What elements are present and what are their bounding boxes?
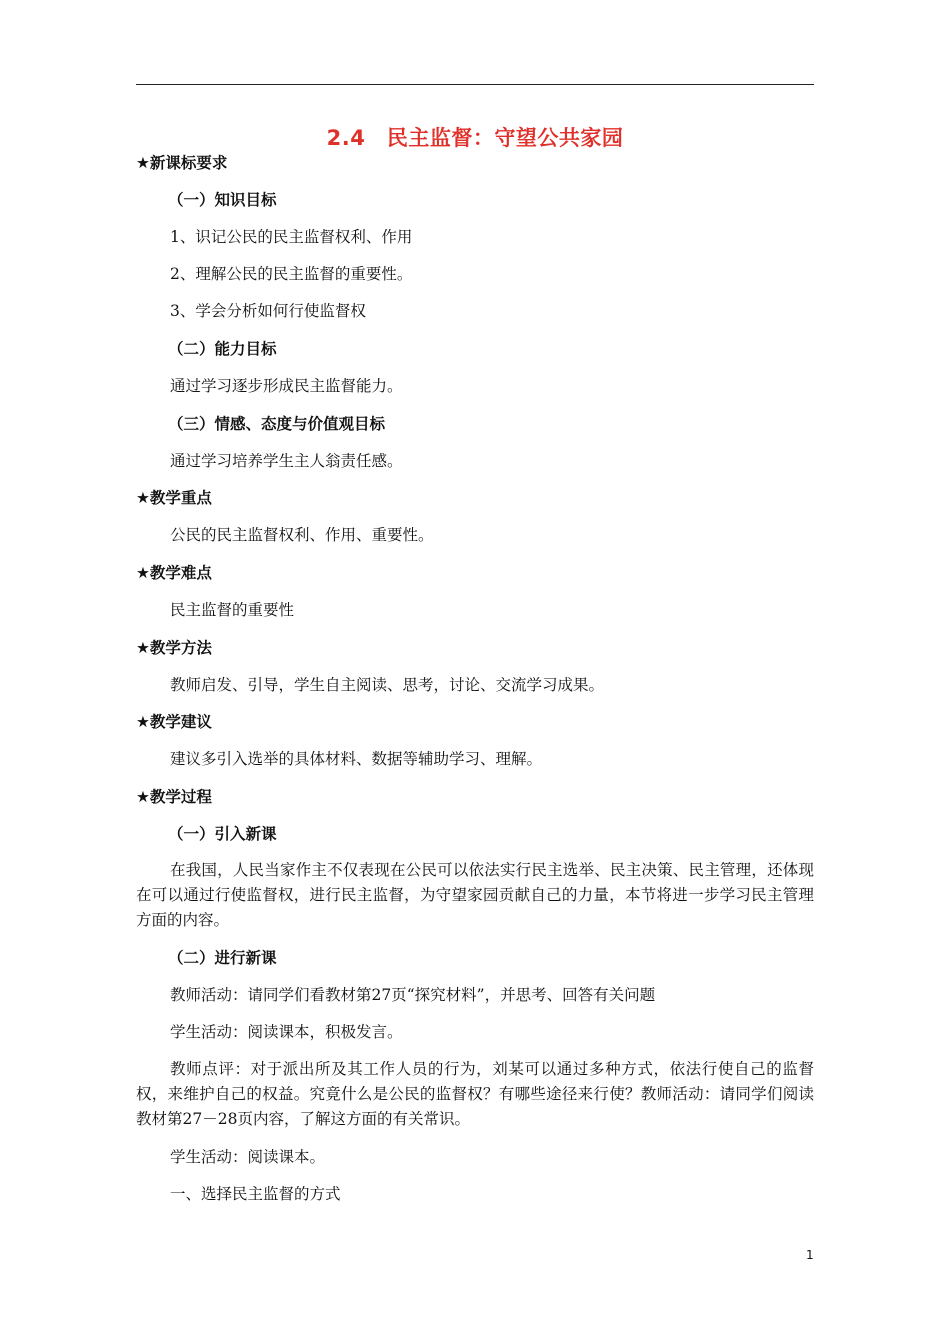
student-activity-2: 学生活动：阅读课本。 <box>170 1148 326 1166</box>
heading-intro: （一）引入新课 <box>168 825 277 843</box>
heading-process: ★教学过程 <box>136 788 212 806</box>
heading-new-lesson: （二）进行新课 <box>168 949 277 967</box>
knowledge-item-3: 3、学会分析如何行使监督权 <box>170 302 366 320</box>
student-activity-1: 学生活动：阅读课本，积极发言。 <box>170 1023 403 1041</box>
knowledge-item-1: 1、识记公民的民主监督权利、作用 <box>170 228 413 246</box>
heading-curriculum: ★新课标要求 <box>136 154 228 172</box>
ability-text: 通过学习逐步形成民主监督能力。 <box>170 377 403 395</box>
heading-difficulty: ★教学难点 <box>136 564 212 582</box>
heading-key-point: ★教学重点 <box>136 489 212 507</box>
knowledge-item-2: 2、理解公民的民主监督的重要性。 <box>170 265 413 283</box>
values-text: 通过学习培养学生主人翁责任感。 <box>170 452 403 470</box>
key-point-text: 公民的民主监督权利、作用、重要性。 <box>170 526 434 544</box>
intro-paragraph: 在我国，人民当家作主不仅表现在公民可以依法实行民主选举、民主决策、民主管理，还体现在可以通过行使监督权，进行民主监督，为守望家园贡献自己的力量，本节将进一步学习民主管理方面的内容。 <box>136 861 814 929</box>
teacher-comment-paragraph: 教师点评：对于派出所及其工作人员的行为，刘某可以通过多种方式，依法行使自己的监督权，来维护自己的权益。究竟什么是公民的监督权？有哪些途径来行使？教师活动：请同学们阅读教材第27－28页内容，了解这方面的有关常识。 <box>136 1060 814 1128</box>
heading-knowledge-goal: （一）知识目标 <box>168 191 277 209</box>
subtopic-1: 一、选择民主监督的方式 <box>170 1185 341 1203</box>
suggestion-text: 建议多引入选举的具体材料、数据等辅助学习、理解。 <box>170 750 543 768</box>
heading-ability-goal: （二）能力目标 <box>168 340 277 358</box>
difficulty-text: 民主监督的重要性 <box>170 601 295 619</box>
heading-values-goal: （三）情感、态度与价值观目标 <box>168 415 386 433</box>
teacher-activity: 教师活动：请同学们看教材第27页“探究材料”，并思考、回答有关问题 <box>170 986 656 1004</box>
heading-method: ★教学方法 <box>136 639 212 657</box>
method-text: 教师启发、引导，学生自主阅读、思考，讨论、交流学习成果。 <box>170 676 605 694</box>
page-number: 1 <box>806 1248 814 1262</box>
page-title: 2.4 民主监督：守望公共家园 <box>326 126 624 150</box>
heading-suggestion: ★教学建议 <box>136 713 212 731</box>
header-rule <box>136 84 814 85</box>
